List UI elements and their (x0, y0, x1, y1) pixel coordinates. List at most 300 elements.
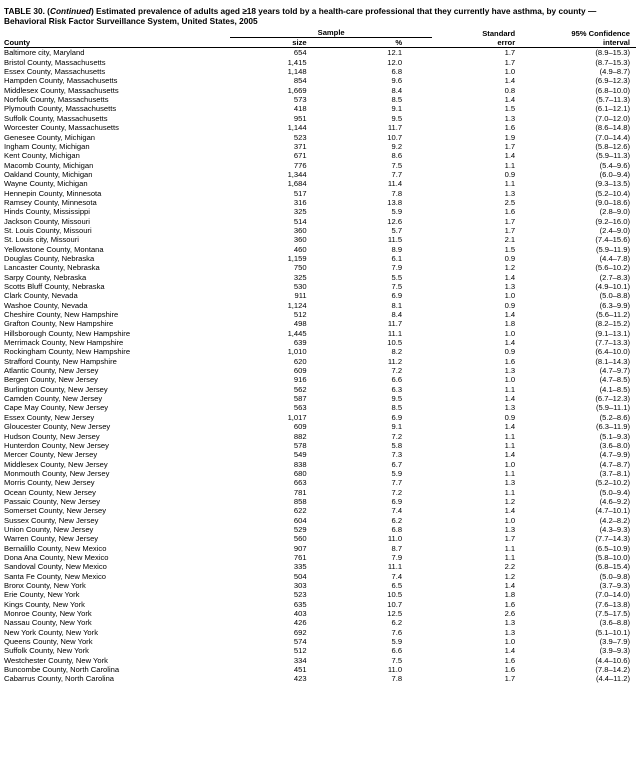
cell-sample-size: 560 (293, 534, 307, 544)
cell-standard-error: 1.1 (504, 431, 516, 441)
table-row (4, 534, 636, 543)
cell-sample-size: 620 (293, 356, 307, 366)
cell-standard-error: 0.9 (504, 412, 516, 422)
table-row (4, 422, 636, 431)
cell-sample-size: 1,669 (287, 85, 307, 95)
cell-sample-size: 1,415 (287, 57, 307, 67)
cell-sample-size: 1,124 (287, 300, 307, 310)
title-continued: Continued (49, 6, 91, 16)
cell-percent: 8.6 (391, 151, 403, 161)
cell-sample-size: 776 (293, 160, 307, 170)
table-row (4, 450, 636, 459)
cell-percent: 9.5 (391, 113, 403, 123)
cell-standard-error: 0.9 (504, 253, 516, 263)
cell-confidence-interval: (4.1–8.5) (599, 384, 630, 394)
cell-confidence-interval: (5.2–8.6) (599, 412, 630, 422)
cell-sample-size: 562 (293, 384, 307, 394)
table-row (4, 86, 636, 95)
cell-standard-error: 1.7 (504, 57, 516, 67)
cell-percent: 11.7 (387, 319, 403, 329)
cell-sample-size: 517 (293, 188, 307, 198)
cell-county: Washoe County, Nevada (4, 300, 88, 310)
cell-sample-size: 1,684 (287, 179, 307, 189)
cell-percent: 5.5 (391, 272, 403, 282)
cell-percent: 7.5 (391, 655, 403, 665)
cell-standard-error: 1.7 (504, 141, 516, 151)
cell-county: Worcester County, Massachusetts (4, 123, 119, 133)
cell-confidence-interval: (5.6–11.2) (595, 310, 630, 320)
cell-confidence-interval: (5.9–11.9) (595, 244, 630, 254)
cell-standard-error: 1.6 (504, 356, 516, 366)
table-row (4, 394, 636, 403)
cell-confidence-interval: (2.7–8.3) (599, 272, 630, 282)
table-row (4, 142, 636, 151)
cell-confidence-interval: (5.9–11.3) (595, 151, 630, 161)
table-row (4, 637, 636, 646)
cell-county: Union County, New Jersey (4, 524, 94, 534)
cell-standard-error: 1.3 (504, 524, 516, 534)
cell-standard-error: 1.0 (504, 328, 516, 338)
cell-county: Ramsey County, Minnesota (4, 197, 97, 207)
cell-standard-error: 1.6 (504, 599, 516, 609)
prevalence-table (4, 28, 636, 683)
cell-county: Buncombe County, North Carolina (4, 665, 120, 675)
cell-sample-size: 451 (293, 665, 307, 675)
table-row (4, 217, 636, 226)
cell-county: Ocean County, New Jersey (4, 487, 96, 497)
cell-percent: 7.2 (391, 431, 403, 441)
cell-confidence-interval: (5.1–9.3) (599, 431, 630, 441)
cell-county: Bristol County, Massachusetts (4, 57, 106, 67)
cell-percent: 12.5 (387, 609, 403, 619)
header-ci-bottom: interval (533, 38, 636, 48)
cell-sample-size: 907 (293, 543, 307, 553)
cell-confidence-interval: (4.9–8.7) (599, 67, 630, 77)
cell-standard-error: 1.7 (504, 534, 516, 544)
cell-sample-size: 360 (293, 235, 307, 245)
table-row (4, 609, 636, 618)
cell-county: Camden County, New Jersey (4, 394, 103, 404)
cell-percent: 7.8 (391, 188, 403, 198)
cell-standard-error: 0.8 (504, 85, 516, 95)
header-ci-top: 95% Confidence (571, 28, 630, 38)
cell-percent: 6.5 (391, 581, 403, 590)
cell-standard-error: 1.0 (504, 515, 516, 525)
cell-confidence-interval: (5.4–9.6) (599, 160, 630, 170)
cell-sample-size: 418 (293, 104, 307, 114)
cell-percent: 8.5 (391, 95, 403, 105)
table-row (4, 76, 636, 85)
cell-sample-size: 574 (293, 637, 307, 647)
cell-confidence-interval: (5.0–9.4) (599, 487, 630, 497)
table-row (4, 460, 636, 469)
cell-confidence-interval: (3.7–8.1) (599, 468, 630, 478)
table-row (4, 366, 636, 375)
cell-confidence-interval: (4.7–8.7) (599, 459, 630, 469)
cell-percent: 9.2 (391, 141, 403, 151)
cell-sample-size: 622 (293, 506, 307, 516)
cell-confidence-interval: (3.9–7.9) (599, 637, 630, 647)
cell-percent: 11.7 (387, 123, 403, 133)
cell-sample-size: 882 (293, 431, 307, 441)
cell-county: Dona Ana County, New Mexico (4, 552, 109, 562)
cell-county: Rockingham County, New Hampshire (4, 347, 131, 357)
cell-sample-size: 1,344 (287, 169, 307, 179)
table-row (4, 310, 636, 319)
cell-confidence-interval: (5.2–10.2) (595, 478, 630, 488)
cell-percent: 7.5 (391, 160, 403, 170)
cell-sample-size: 1,148 (287, 67, 307, 77)
cell-standard-error: 1.1 (504, 160, 516, 170)
table-row (4, 478, 636, 487)
title-rest: ) Estimated prevalence of adults aged (90, 6, 243, 16)
cell-percent: 7.7 (391, 478, 403, 488)
cell-percent: 11.1 (387, 328, 403, 338)
cell-standard-error: 1.9 (504, 132, 516, 142)
cell-confidence-interval: (8.7–15.3) (595, 57, 630, 67)
cell-confidence-interval: (5.8–12.6) (595, 141, 630, 151)
cell-percent: 6.6 (391, 646, 403, 656)
cell-confidence-interval: (7.8–14.2) (595, 665, 630, 675)
cell-percent: 6.9 (391, 412, 403, 422)
cell-percent: 10.7 (387, 599, 403, 609)
cell-percent: 9.1 (391, 422, 403, 432)
cell-confidence-interval: (3.7–9.3) (599, 581, 630, 590)
cell-confidence-interval: (5.6–10.2) (595, 263, 630, 273)
cell-percent: 11.0 (387, 534, 403, 544)
cell-percent: 9.6 (391, 76, 403, 86)
cell-county: St. Louis County, Missouri (4, 225, 92, 235)
cell-county: Middlesex County, Massachusetts (4, 85, 119, 95)
cell-sample-size: 460 (293, 244, 307, 254)
cell-sample-size: 916 (293, 375, 307, 385)
cell-sample-size: 761 (293, 552, 307, 562)
cell-sample-size: 654 (293, 48, 307, 58)
table-row (4, 347, 636, 356)
title-ge-symbol: ≥18 (242, 6, 256, 16)
cell-confidence-interval: (7.7–14.3) (595, 534, 630, 544)
cell-percent: 11.4 (387, 179, 403, 189)
table-row (4, 665, 636, 674)
cell-confidence-interval: (8.2–15.2) (595, 319, 630, 329)
cell-percent: 6.9 (391, 496, 403, 506)
cell-percent: 8.4 (391, 310, 403, 320)
cell-confidence-interval: (5.1–10.1) (595, 627, 630, 637)
cell-percent: 11.1 (387, 562, 403, 572)
cell-confidence-interval: (7.4–15.6) (595, 235, 630, 245)
cell-county: Ingham County, Michigan (4, 141, 90, 151)
cell-sample-size: 523 (293, 590, 307, 600)
cell-percent: 7.2 (391, 366, 403, 376)
table-row (4, 67, 636, 76)
cell-standard-error: 1.4 (504, 95, 516, 105)
table-row (4, 161, 636, 170)
header-sample-group: Sample (230, 28, 432, 38)
cell-sample-size: 680 (293, 468, 307, 478)
cell-county: Middlesex County, New Jersey (4, 459, 108, 469)
table-row (4, 646, 636, 655)
cell-county: Norfolk County, Massachusetts (4, 95, 109, 105)
cell-county: Sandoval County, New Mexico (4, 562, 107, 572)
cell-standard-error: 1.4 (504, 506, 516, 516)
cell-percent: 8.1 (391, 300, 403, 310)
cell-percent: 12.6 (387, 216, 403, 226)
cell-sample-size: 325 (293, 207, 307, 217)
cell-sample-size: 1,445 (287, 328, 307, 338)
header-sub-row (4, 38, 636, 48)
cell-percent: 11.2 (387, 356, 403, 366)
cell-county: Douglas County, Nebraska (4, 253, 95, 263)
cell-county: Wayne County, Michigan (4, 179, 88, 189)
cell-county: Passaic County, New Jersey (4, 496, 101, 506)
cell-sample-size: 854 (293, 76, 307, 86)
cell-county: Genesee County, Michigan (4, 132, 96, 142)
cell-sample-size: 403 (293, 609, 307, 619)
cell-sample-size: 951 (293, 113, 307, 123)
cell-county: Baltimore city, Maryland (4, 48, 85, 58)
cell-sample-size: 692 (293, 627, 307, 637)
cell-standard-error: 2.5 (504, 197, 516, 207)
cell-county: Santa Fe County, New Mexico (4, 571, 106, 581)
cell-percent: 11.5 (387, 235, 403, 245)
cell-county: Monroe County, New York (4, 609, 92, 619)
cell-confidence-interval: (6.8–15.4) (595, 562, 630, 572)
cell-county: Sussex County, New Jersey (4, 515, 99, 525)
cell-standard-error: 1.4 (504, 76, 516, 86)
table-row (4, 123, 636, 132)
cell-sample-size: 316 (293, 197, 307, 207)
table-row (4, 469, 636, 478)
table-row (4, 497, 636, 506)
header-sample-percent: % (335, 38, 432, 48)
cell-confidence-interval: (4.4–7.8) (599, 253, 630, 263)
cell-percent: 10.7 (387, 132, 403, 142)
cell-standard-error: 2.1 (504, 235, 516, 245)
cell-percent: 8.5 (391, 403, 403, 413)
cell-confidence-interval: (6.7–12.3) (595, 394, 630, 404)
cell-sample-size: 335 (293, 562, 307, 572)
cell-county: Macomb County, Michigan (4, 160, 94, 170)
cell-sample-size: 635 (293, 599, 307, 609)
cell-sample-size: 549 (293, 450, 307, 460)
cell-percent: 7.2 (391, 487, 403, 497)
cell-standard-error: 1.7 (504, 674, 516, 684)
cell-confidence-interval: (5.0–9.8) (599, 571, 630, 581)
cell-percent: 7.9 (391, 552, 403, 562)
cell-county: New York County, New York (4, 627, 98, 637)
table-row (4, 375, 636, 384)
cell-county: Kent County, Michigan (4, 151, 80, 161)
cell-standard-error: 1.6 (504, 207, 516, 217)
cell-county: Strafford County, New Hampshire (4, 356, 117, 366)
table-row (4, 319, 636, 328)
cell-sample-size: 371 (293, 141, 307, 151)
cell-standard-error: 1.1 (504, 552, 516, 562)
cell-county: Cheshire County, New Hampshire (4, 310, 119, 320)
cell-standard-error: 0.9 (504, 347, 516, 357)
cell-confidence-interval: (5.0–8.8) (599, 291, 630, 301)
cell-county: Warren County, New Jersey (4, 534, 99, 544)
cell-sample-size: 1,159 (287, 253, 307, 263)
cell-county: Nassau County, New York (4, 618, 92, 628)
cell-county: St. Louis city, Missouri (4, 235, 79, 245)
cell-sample-size: 838 (293, 459, 307, 469)
cell-standard-error: 1.2 (504, 263, 516, 273)
table-row (4, 301, 636, 310)
cell-confidence-interval: (5.9–11.1) (595, 403, 630, 413)
table-row (4, 488, 636, 497)
table-row (4, 189, 636, 198)
cell-standard-error: 1.1 (504, 179, 516, 189)
cell-confidence-interval: (4.7–10.1) (595, 506, 630, 516)
cell-sample-size: 609 (293, 422, 307, 432)
cell-confidence-interval: (4.7–9.9) (599, 450, 630, 460)
cell-county: Cabarrus County, North Carolina (4, 674, 115, 684)
cell-confidence-interval: (7.0–14.0) (595, 590, 630, 600)
cell-percent: 7.5 (391, 282, 403, 291)
cell-confidence-interval: (9.2–16.0) (595, 216, 630, 226)
table-row (4, 254, 636, 263)
table-row (4, 235, 636, 244)
cell-confidence-interval: (8.9–15.3) (595, 48, 630, 58)
cell-sample-size: 530 (293, 282, 307, 291)
cell-percent: 6.9 (391, 291, 403, 301)
cell-percent: 7.4 (391, 506, 403, 516)
cell-county: Plymouth County, Massachusetts (4, 104, 117, 114)
cell-standard-error: 1.4 (504, 394, 516, 404)
cell-percent: 7.6 (391, 627, 403, 637)
cell-sample-size: 1,017 (287, 412, 307, 422)
cell-percent: 12.0 (387, 57, 403, 67)
cell-sample-size: 573 (293, 95, 307, 105)
cell-standard-error: 1.0 (504, 291, 516, 301)
cell-sample-size: 514 (293, 216, 307, 226)
cell-confidence-interval: (3.9–9.3) (599, 646, 630, 656)
table-row (4, 198, 636, 207)
cell-percent: 7.9 (391, 263, 403, 273)
cell-standard-error: 1.5 (504, 104, 516, 114)
table-row (4, 207, 636, 216)
cell-county: Oakland County, Michigan (4, 169, 93, 179)
cell-standard-error: 1.6 (504, 665, 516, 675)
cell-confidence-interval: (7.0–12.0) (595, 113, 630, 123)
cell-confidence-interval: (6.9–12.3) (595, 76, 630, 86)
cell-sample-size: 858 (293, 496, 307, 506)
cell-standard-error: 1.0 (504, 67, 516, 77)
cell-sample-size: 360 (293, 225, 307, 235)
cell-county: Yellowstone County, Montana (4, 244, 104, 254)
table-row (4, 403, 636, 412)
cell-percent: 6.7 (391, 459, 403, 469)
cell-county: Kings County, New York (4, 599, 85, 609)
table-row (4, 572, 636, 581)
cell-standard-error: 1.8 (504, 590, 516, 600)
cell-county: Hinds County, Mississippi (4, 207, 90, 217)
cell-percent: 5.9 (391, 637, 403, 647)
cell-percent: 12.1 (387, 48, 403, 58)
cell-standard-error: 0.9 (504, 169, 516, 179)
cell-standard-error: 1.3 (504, 403, 516, 413)
cell-sample-size: 512 (293, 646, 307, 656)
table-row (4, 179, 636, 188)
cell-confidence-interval: (7.6–13.8) (595, 599, 630, 609)
cell-standard-error: 1.2 (504, 571, 516, 581)
cell-county: Monmouth County, New Jersey (4, 468, 110, 478)
cell-standard-error: 1.1 (504, 543, 516, 553)
table-row (4, 432, 636, 441)
cell-county: Burlington County, New Jersey (4, 384, 108, 394)
title-prefix: TABLE 30. ( (4, 6, 50, 16)
cell-sample-size: 325 (293, 272, 307, 282)
cell-county: Bernalillo County, New Mexico (4, 543, 107, 553)
cell-sample-size: 512 (293, 310, 307, 320)
table-row (4, 525, 636, 534)
cell-percent: 7.4 (391, 571, 403, 581)
cell-percent: 7.3 (391, 450, 403, 460)
cell-confidence-interval: (7.7–13.3) (595, 338, 630, 348)
cell-sample-size: 504 (293, 571, 307, 581)
cell-confidence-interval: (4.9–10.1) (595, 282, 630, 291)
cell-standard-error: 1.3 (504, 618, 516, 628)
cell-sample-size: 426 (293, 618, 307, 628)
cell-sample-size: 671 (293, 151, 307, 161)
cell-sample-size: 781 (293, 487, 307, 497)
cell-standard-error: 2.2 (504, 562, 516, 572)
cell-percent: 10.5 (387, 590, 403, 600)
cell-standard-error: 1.1 (504, 468, 516, 478)
table-row (4, 674, 636, 683)
header-standard: Standard (482, 28, 516, 38)
cell-standard-error: 1.3 (504, 188, 516, 198)
cell-confidence-interval: (6.3–9.9) (599, 300, 630, 310)
table-row (4, 553, 636, 562)
cell-confidence-interval: (6.0–9.4) (599, 169, 630, 179)
cell-confidence-interval: (6.5–10.9) (595, 543, 630, 553)
cell-confidence-interval: (5.8–10.0) (595, 552, 630, 562)
cell-county: Hunterdon County, New Jersey (4, 440, 109, 450)
cell-county: Erie County, New York (4, 590, 80, 600)
cell-standard-error: 1.1 (504, 487, 516, 497)
cell-percent: 9.1 (391, 104, 403, 114)
cell-standard-error: 1.3 (504, 282, 516, 291)
cell-percent: 6.3 (391, 384, 403, 394)
cell-county: Mercer County, New Jersey (4, 450, 98, 460)
cell-confidence-interval: (9.3–13.5) (595, 179, 630, 189)
table-row (4, 656, 636, 665)
cell-percent: 8.2 (391, 347, 403, 357)
header-error: error (432, 38, 533, 48)
cell-confidence-interval: (8.6–14.8) (595, 123, 630, 133)
cell-standard-error: 1.8 (504, 319, 516, 329)
cell-confidence-interval: (2.4–9.0) (599, 225, 630, 235)
cell-standard-error: 1.7 (504, 225, 516, 235)
cell-sample-size: 587 (293, 394, 307, 404)
cell-sample-size: 1,144 (287, 123, 307, 133)
title-rest2: years told by a health-care professional that they currently have asthma, by county — Behavioral Risk Factor Surveillance System, United States, 2005 (4, 6, 597, 27)
cell-percent: 9.5 (391, 394, 403, 404)
cell-percent: 6.1 (391, 253, 403, 263)
cell-confidence-interval: (4.4–10.6) (595, 655, 630, 665)
cell-standard-error: 1.7 (504, 48, 516, 58)
cell-county: Cape May County, New Jersey (4, 403, 109, 413)
table-head (4, 28, 636, 48)
cell-confidence-interval: (7.5–17.5) (595, 609, 630, 619)
cell-standard-error: 1.0 (504, 375, 516, 385)
cell-standard-error: 1.3 (504, 366, 516, 376)
cell-county: Atlantic County, New Jersey (4, 366, 99, 376)
cell-standard-error: 0.9 (504, 300, 516, 310)
cell-confidence-interval: (3.6–8.0) (599, 440, 630, 450)
